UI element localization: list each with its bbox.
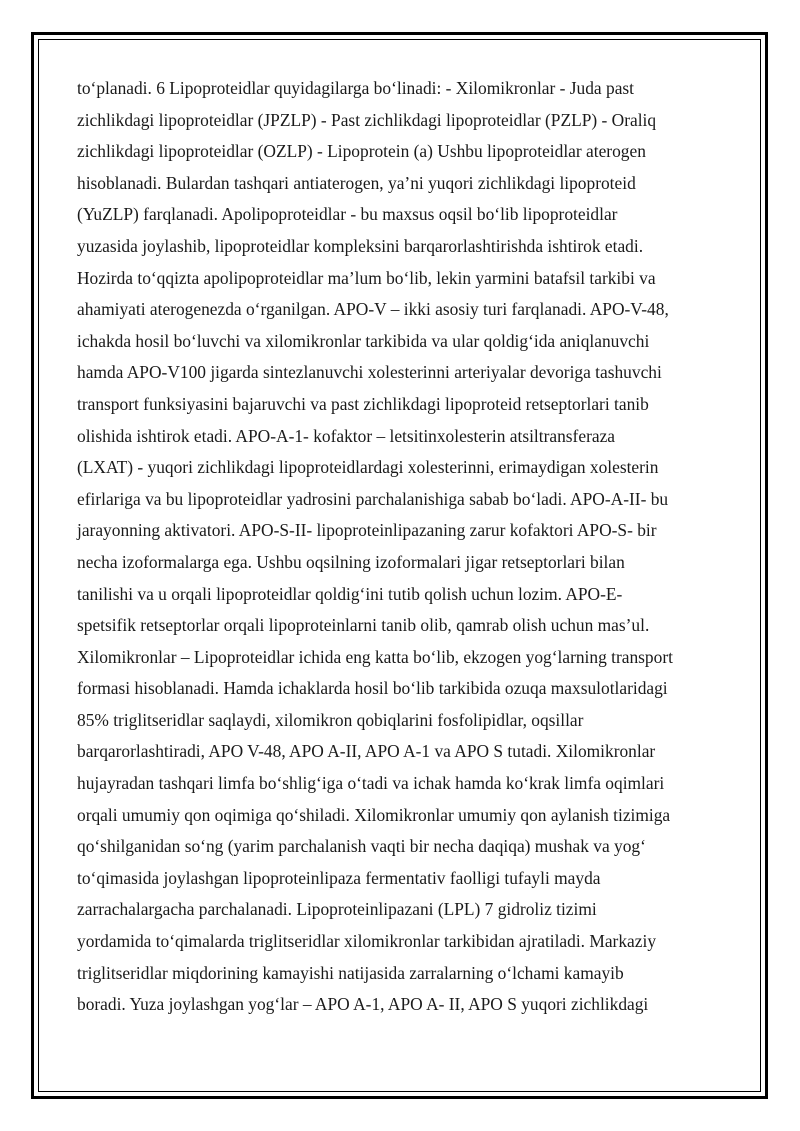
text-line: formasi hisoblanadi. Hamda ichaklarda hosil bo‘lib tarkibida ozuqa maxsulotlaridagi bbox=[77, 678, 668, 699]
text-line: to‘qimasida joylashgan lipoproteinlipaza fermentativ faolligi tufayli mayda bbox=[77, 867, 601, 888]
text-line: triglitseridlar miqdorining kamayishi natijasida zarralarning o‘lchami kamayib bbox=[77, 962, 624, 983]
text-line: hisoblanadi. Bulardan tashqari antiaterogen, ya’ni yuqori zichlikdagi lipoproteid bbox=[77, 172, 636, 193]
text-line: hujayradan tashqari limfa bo‘shlig‘iga o‘tadi va ichak hamda ko‘krak limfa oqimlari bbox=[77, 773, 665, 794]
text-line: (LXAT) - yuqori zichlikdagi lipoproteidlardagi xolesterinni, erimaydigan xolesterin bbox=[77, 457, 659, 478]
text-line: ahamiyati aterogenezda o‘rganilgan. APO-V – ikki asosiy turi farqlanadi. APO-V-48, bbox=[77, 299, 669, 320]
text-line: transport funksiyasini bajaruvchi va past zichlikdagi lipoproteid retseptorlari tanib bbox=[77, 393, 649, 414]
text-line: tanilishi va u orqali lipoproteidlar qoldig‘ini tutib qolish uchun lozim. APO-E- bbox=[77, 583, 623, 604]
text-line: 85% triglitseridlar saqlaydi, xilomikron qobiqlarini fosfolipidlar, oqsillar bbox=[77, 709, 584, 730]
text-line: necha izoformalarga ega. Ushbu oqsilning izoformalari jigar retseptorlari bilan bbox=[77, 551, 625, 572]
text-line: (YuZLP) farqlanadi. Apolipoproteidlar - bu maxsus oqsil bo‘lib lipoproteidlar bbox=[77, 204, 618, 225]
text-line: zichlikdagi lipoproteidlar (OZLP) - Lipoprotein (a) Ushbu lipoproteidlar aterogen bbox=[77, 141, 646, 162]
text-line: orqali umumiy qon oqimiga qo‘shiladi. Xilomikronlar umumiy qon aylanish tizimiga bbox=[77, 804, 671, 825]
text-line: ichakda hosil bo‘luvchi va xilomikronlar tarkibida va ular qoldig‘ida aniqlanuvchi bbox=[77, 330, 650, 351]
text-line: zichlikdagi lipoproteidlar (JPZLP) - Past zichlikdagi lipoproteidlar (PZLP) - Oraliq bbox=[77, 109, 657, 130]
text-line: boradi. Yuza joylashgan yog‘lar – APO A-1, APO A- II, APO S yuqori zichlikdagi bbox=[77, 994, 649, 1015]
text-line: olishida ishtirok etadi. APO-A-1- kofaktor – letsitinxolesterin atsiltransferaza bbox=[77, 425, 616, 446]
text-line: to‘planadi. 6 Lipoproteidlar quyidagilarga bo‘linadi: - Xilomikronlar - Juda past bbox=[77, 78, 635, 98]
text-line: efirlariga va bu lipoproteidlar yadrosini parchalanishiga sabab bo‘ladi. APO-A-II- bu bbox=[77, 488, 669, 509]
text-line: hamda APO-V100 jigarda sintezlanuvchi xolesterinni arteriyalar devoriga tashuvchi bbox=[77, 362, 662, 383]
text-line: barqarorlashtiradi, APO V-48, APO A-II, APO A-1 va APO S tutadi. Xilomikronlar bbox=[77, 741, 656, 762]
text-line: yuzasida joylashib, lipoproteidlar kompleksini barqarorlashtirishda ishtirok etadi. bbox=[77, 235, 644, 256]
text-line: zarrachalargacha parchalanadi. Lipoproteinlipazani (LPL) 7 gidroliz tizimi bbox=[77, 899, 597, 920]
text-line: yordamida to‘qimalarda triglitseridlar xilomikronlar tarkibidan ajratiladi. Markaziy bbox=[77, 931, 657, 952]
text-line: Hozirda to‘qqizta apolipoproteidlar ma’lum bo‘lib, lekin yarmini batafsil tarkibi va bbox=[77, 267, 656, 288]
text-line: jarayonning aktivatori. APO-S-II- lipoproteinlipazaning zarur kofaktori APO-S- bir bbox=[77, 520, 657, 541]
text-line: Xilomikronlar – Lipoproteidlar ichida eng katta bo‘lib, ekzogen yog‘larning transport bbox=[77, 646, 673, 667]
body-text bbox=[77, 73, 727, 1021]
text-line: spetsifik retseptorlar orqali lipoproteinlarni tanib olib, qamrab olish uchun mas’ul. bbox=[77, 615, 650, 636]
text-line: qo‘shilganidan so‘ng (yarim parchalanish vaqti bir necha daqiqa) mushak va yog‘ bbox=[77, 836, 646, 857]
